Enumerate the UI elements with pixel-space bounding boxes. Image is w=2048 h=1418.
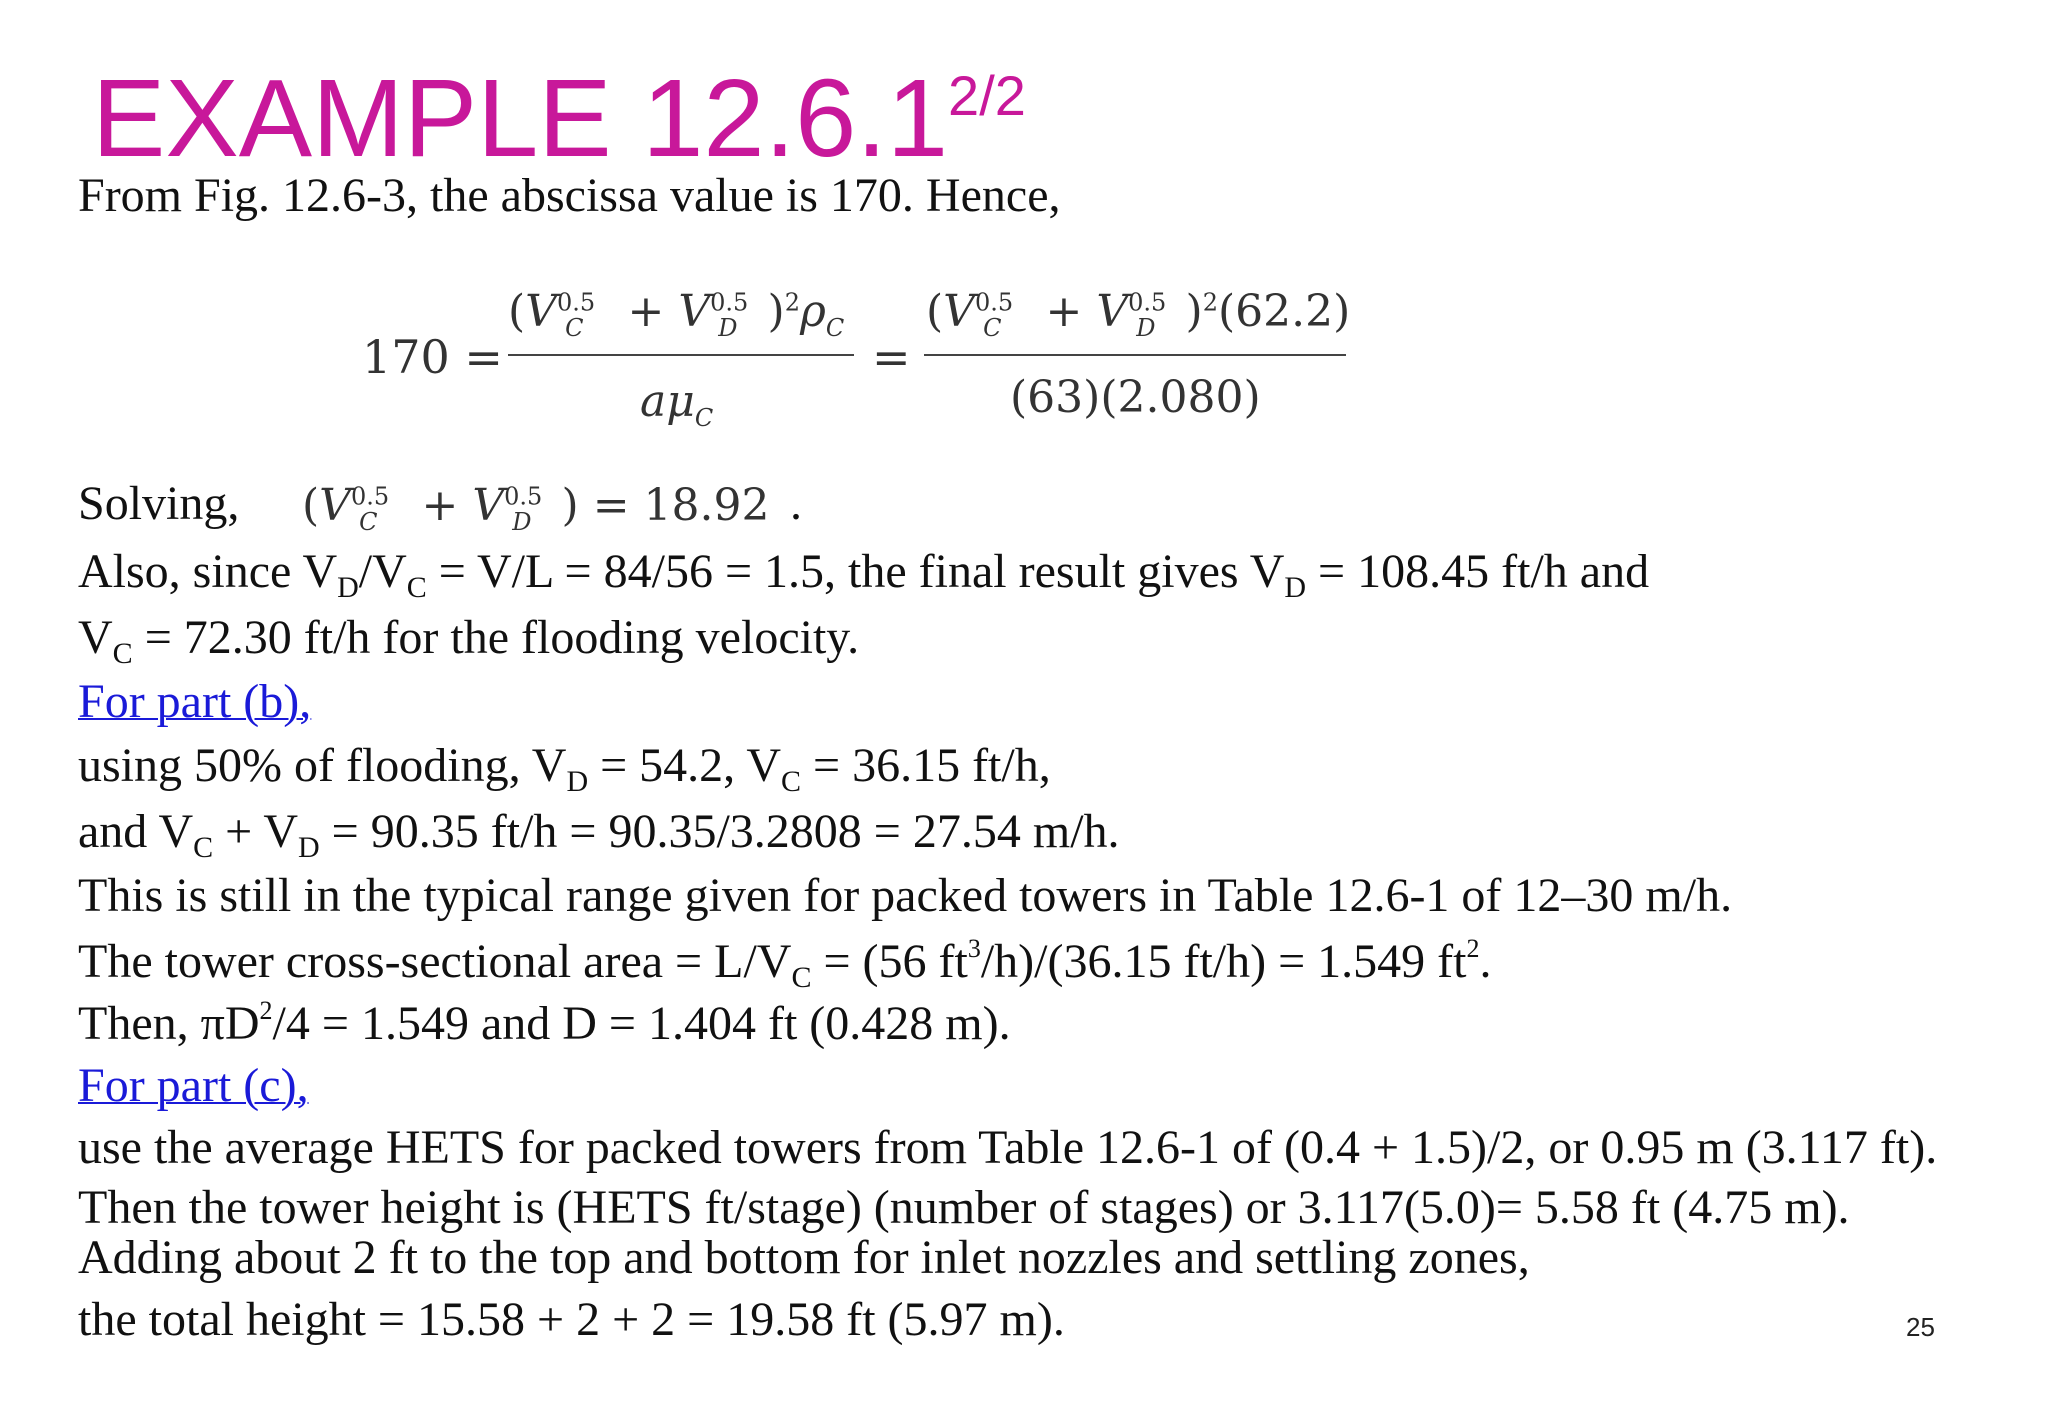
- text-line-hets: use the average HETS for packed towers from Table 12.6-1 of (0.4 + 1.5)/2, or 0.95 m (3.117 ft).: [78, 1121, 1938, 1174]
- text-line-abscissa: From Fig. 12.6-3, the abscissa value is 170. Hence,: [78, 169, 1061, 222]
- fraction-bar-1: [508, 354, 854, 356]
- equation-denominator-2: (63)(2.080): [1010, 372, 1261, 423]
- solving-equation: ($V^{0.5}_C + V^{0.5}_D$ ) = 18.92: [302, 480, 770, 536]
- solving-label: Solving,: [78, 477, 240, 530]
- slide-title: EXAMPLE $12.6.1^{2/2}$: [92, 57, 1026, 180]
- equation-equals: =: [872, 330, 911, 384]
- text-line-range: This is still in the typical range given for packed towers in Table 12.6-1 of 12–30 m/h.: [78, 869, 1733, 922]
- solving-dot: .: [790, 477, 802, 530]
- fraction-bar-2: [924, 354, 1346, 356]
- page-number: 25: [1906, 1312, 1935, 1342]
- text-line-and: and $V_C + V_D = 90.35$ ft/h = 90.35/3.2808 = 27.54 m/h.: [78, 805, 1120, 864]
- equation-denominator-1: $a\mu_C$: [640, 376, 714, 432]
- text-line-height: Then the tower height is (HETS ft/stage) (number of stages) or 3.117(5.0)= 5.58 ft (4.75 m).: [78, 1181, 1850, 1234]
- part-c-link[interactable]: For part (c),: [78, 1059, 309, 1112]
- text-line-also: Also, since $V_D/V_C = V/L = 84/56 = 1.5$, the final result gives $V_D = 108.45$ ft/h and: [78, 545, 1650, 604]
- text-line-vc: $V_C = 72.30$ ft/h for the flooding velocity.: [78, 611, 860, 670]
- text-line-area: The tower cross-sectional area = $L/V_C = (56$ $ft^3/h)/(36.15$ ft/h) = 1.549 $ft^2$.: [78, 934, 1492, 994]
- text-line-total: the total height = 15.58 + 2 + 2 = 19.58 ft (5.97 m).: [78, 1293, 1065, 1346]
- text-line-adding: Adding about 2 ft to the top and bottom for inlet nozzles and settling zones,: [78, 1231, 1530, 1284]
- text-line-then: Then, $\pi D^2/4 = 1.549$ and D = 1.404 ft (0.428 m).: [78, 996, 1011, 1050]
- equation-lhs: 170 =: [362, 330, 503, 384]
- text-line-using: using 50% of flooding, $V_D = 54.2$, $V_C = 36.15$ ft/h,: [78, 739, 1051, 798]
- equation-numerator-2: ($V^{0.5}_C + V^{0.5}_D$ )$^2$(62.2): [926, 286, 1351, 342]
- title-superscript: 2/2: [948, 64, 1026, 127]
- equation-numerator-1: ($V^{0.5}_C + V^{0.5}_D$ )$^2\rho_C$: [508, 286, 845, 342]
- part-b-link[interactable]: For part (b),: [78, 675, 312, 728]
